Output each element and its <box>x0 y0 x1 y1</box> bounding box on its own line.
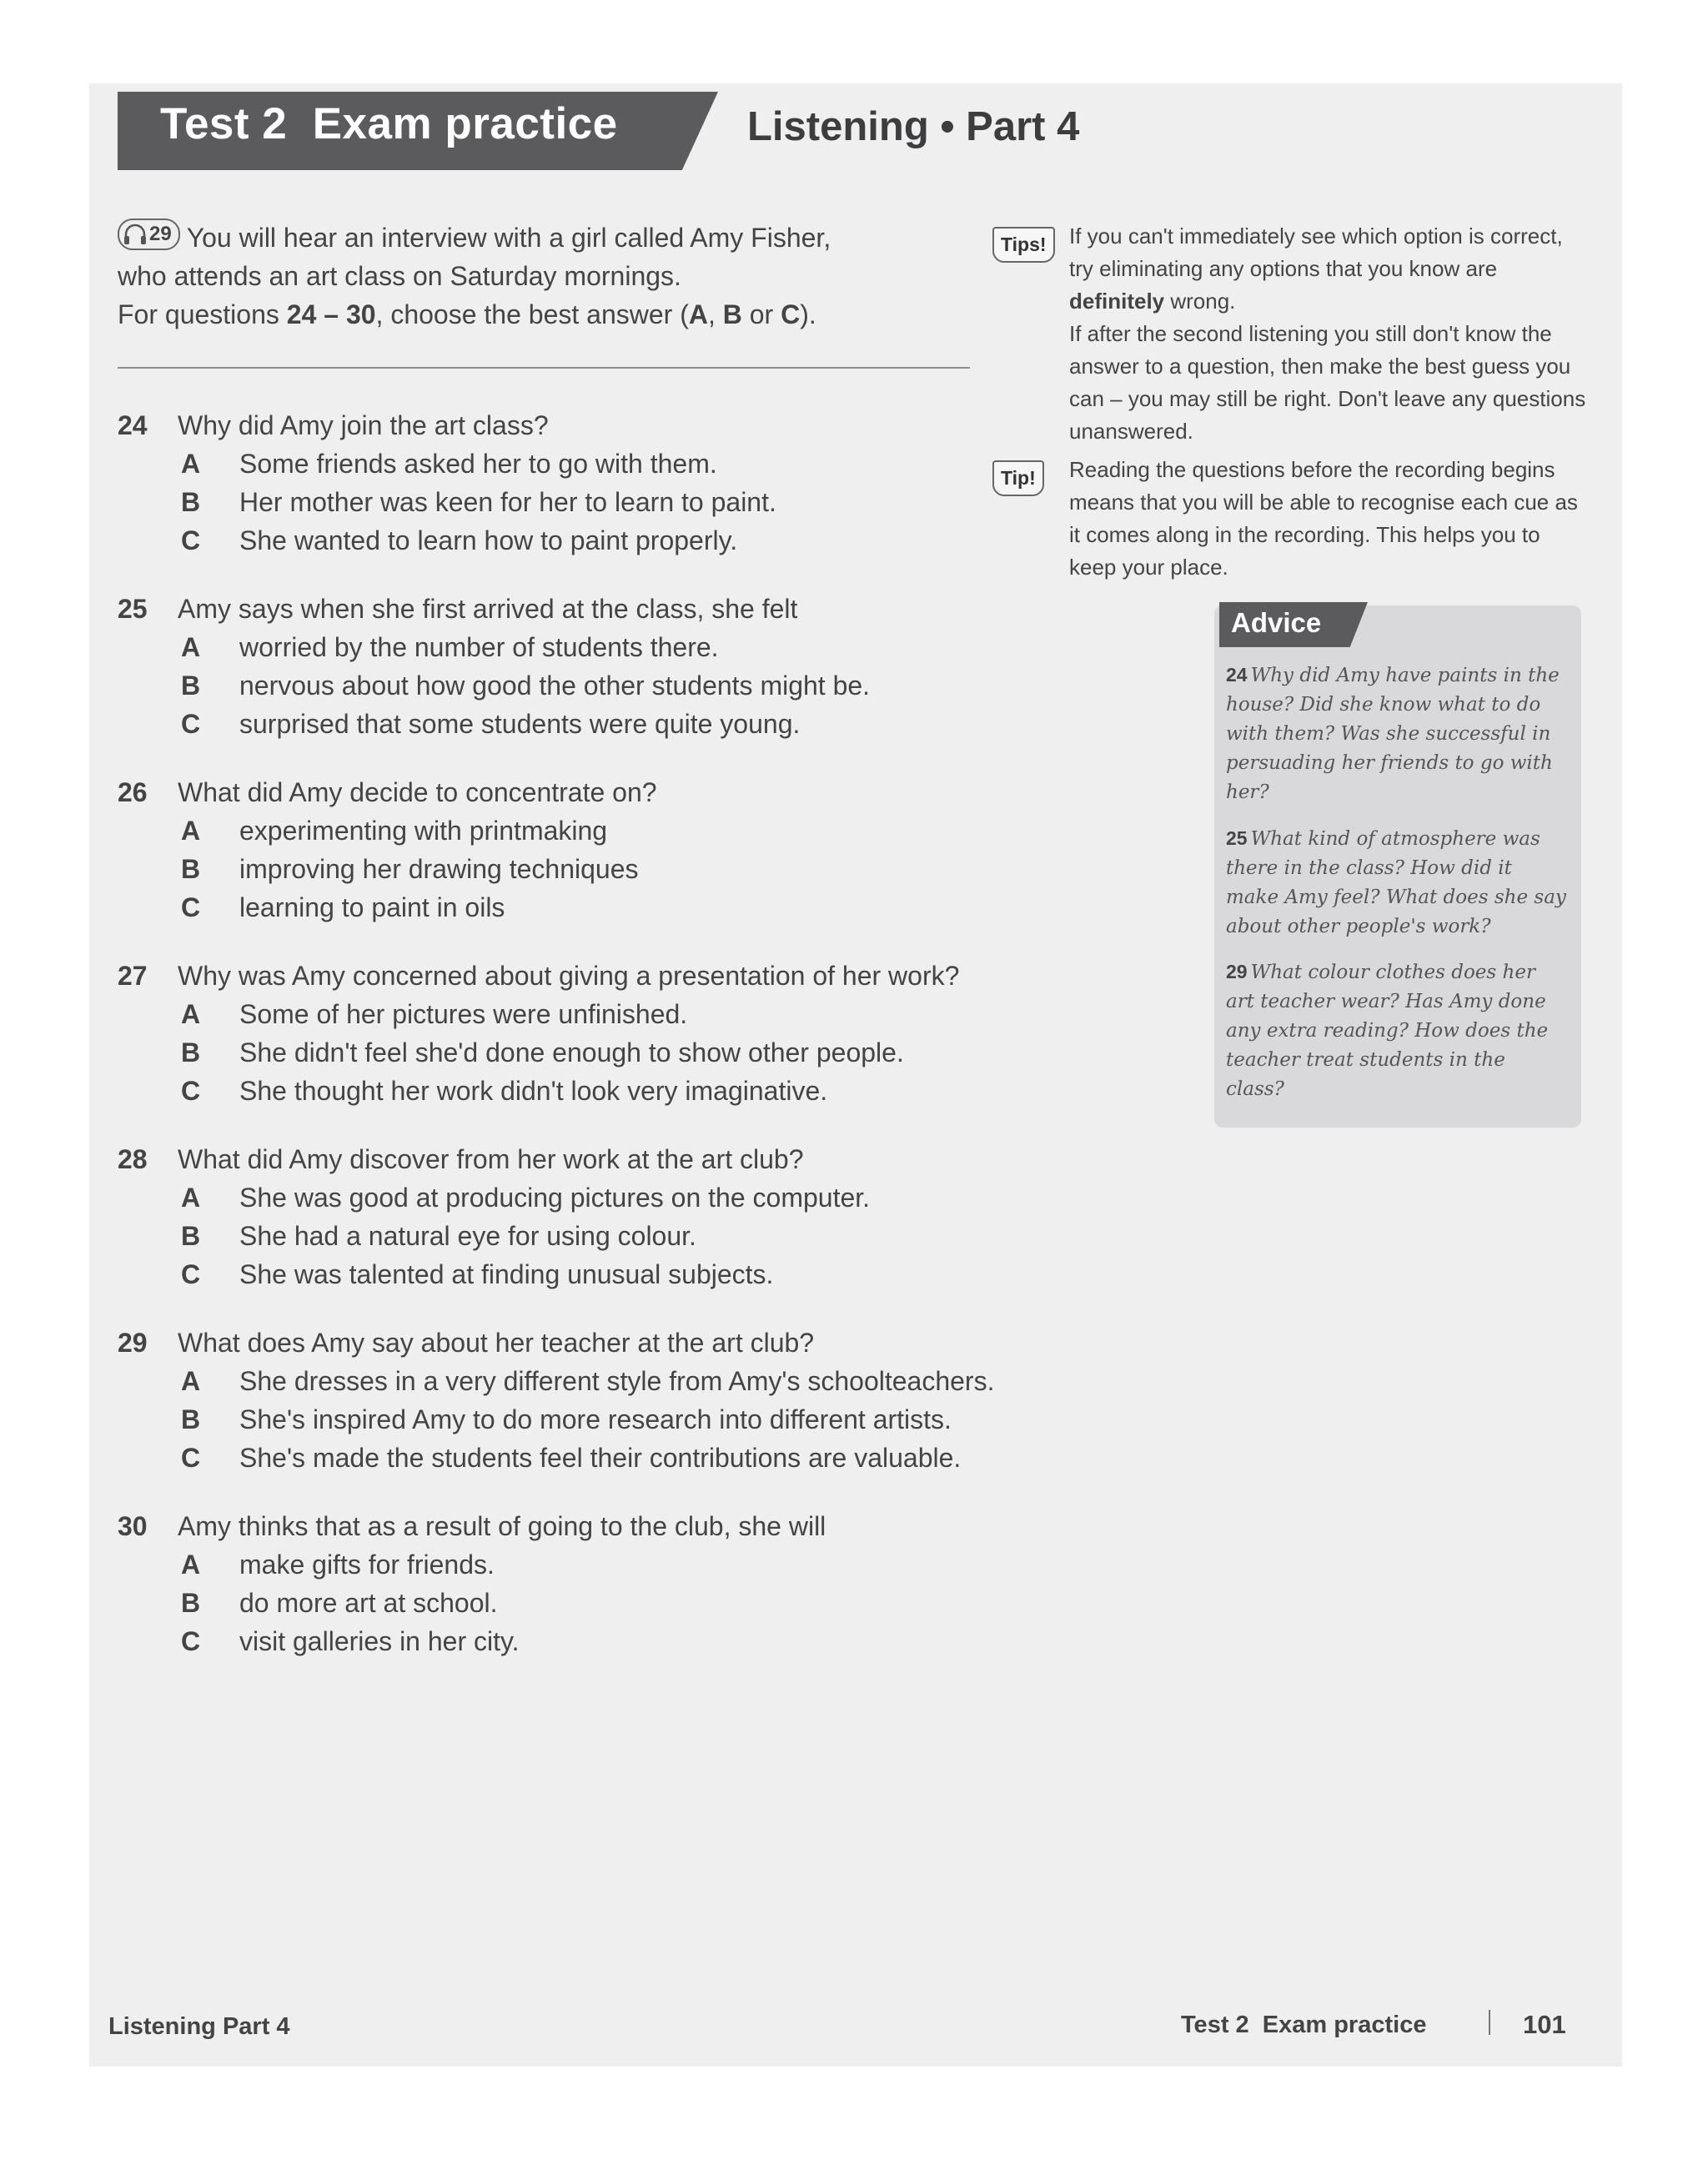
option-c: C She's made the students feel their contributions are valuable. <box>181 1443 962 1473</box>
question-number: 25 <box>118 594 148 624</box>
question-number: 27 <box>118 961 148 991</box>
advice-item-24: 24 Why did Amy have paints in the house? Did she know what to do with them? Was she successful in persuading her friends to go with her? <box>1226 664 1560 803</box>
advice-item-25: 25 What kind of atmosphere was there in the class? How did it make Amy feel? What does she say about other people's work? <box>1226 827 1566 937</box>
intro-line-2: who attends an art class on Saturday mornings. <box>118 261 681 291</box>
divider-line <box>118 367 970 369</box>
option-a: A make gifts for friends. <box>181 1550 495 1580</box>
headphones-icon <box>123 224 148 245</box>
question-stem: Amy thinks that as a result of going to the club, she will <box>178 1511 826 1541</box>
question-number: 28 <box>118 1144 148 1174</box>
option-b: B She's inspired Amy to do more research into different artists. <box>181 1404 952 1434</box>
option-b: B Her mother was keen for her to learn to paint. <box>181 487 776 517</box>
question-stem: What did Amy decide to concentrate on? <box>178 777 657 807</box>
question-stem: Why was Amy concerned about giving a presentation of her work? <box>178 961 960 991</box>
option-a: A Some friends asked her to go with them. <box>181 449 717 479</box>
option-a: A She was good at producing pictures on the computer. <box>181 1183 871 1213</box>
question-stem: Amy says when she first arrived at the class, she felt <box>178 594 798 624</box>
audio-track-badge <box>118 219 180 250</box>
footer-test-label: Test 2 Exam practice <box>1181 2012 1427 2038</box>
option-c: C She was talented at finding unusual subjects. <box>181 1259 774 1289</box>
question-number: 29 <box>118 1328 148 1358</box>
option-a: A experimenting with printmaking <box>181 816 608 846</box>
footer-section-label: Listening Part 4 <box>108 2013 290 2040</box>
option-c: C visit galleries in her city. <box>181 1626 520 1656</box>
tip-text: Reading the questions before the recording begins means that you will be able to recognise each cue as it comes along in the recording. This helps you to keep your place. <box>1069 457 1578 580</box>
audio-track-number: 29 <box>149 223 172 245</box>
instructions <box>118 219 985 334</box>
option-b: B do more art at school. <box>181 1588 498 1618</box>
question-stem: Why did Amy join the art class? <box>178 410 549 440</box>
option-c: C learning to paint in oils <box>181 892 505 922</box>
question-stem: What did Amy discover from her work at the art club? <box>178 1144 804 1174</box>
option-a: A She dresses in a very different style from Amy's schoolteachers. <box>181 1366 995 1396</box>
page-title: Test 2 Exam practice <box>160 99 618 148</box>
option-c: C She wanted to learn how to paint properly. <box>181 525 738 555</box>
option-b: B She had a natural eye for using colour. <box>181 1221 696 1251</box>
option-c: C surprised that some students were quite young. <box>181 709 801 739</box>
option-b: B nervous about how good the other students might be. <box>181 671 871 701</box>
question-stem: What does Amy say about her teacher at the art club? <box>178 1328 815 1358</box>
tips-text: If you can't immediately see which option is correct, try eliminating any options that you know are definitely wrong. If after the second listening you still don't know the answer to a question, then make the best guess you can – you may still be right. Don't leave any questions unanswered. <box>1069 224 1586 444</box>
intro-line-1: You will hear an interview with a girl called Amy Fisher, <box>186 223 831 253</box>
tip-label: Tip! <box>992 460 1044 496</box>
option-c: C She thought her work didn't look very imaginative. <box>181 1076 828 1106</box>
option-b: B improving her drawing techniques <box>181 854 639 884</box>
tips-label: Tips! <box>992 227 1055 263</box>
option-a: A worried by the number of students there. <box>181 632 719 662</box>
question-number: 30 <box>118 1511 148 1541</box>
advice-item-29: 29 What colour clothes does her art teacher wear? Has Amy done any extra reading? How does the teacher treat students in the class? <box>1226 961 1549 1100</box>
page-subtitle: Listening • Part 4 <box>747 104 1080 149</box>
question-number: 24 <box>118 410 148 440</box>
option-a: A Some of her pictures were unfinished. <box>181 999 688 1029</box>
question-number: 26 <box>118 777 148 807</box>
intro-line-3: For questions 24 – 30, choose the best answer (A, B or C). <box>118 299 816 329</box>
footer-separator <box>1489 2010 1490 2035</box>
page-number: 101 <box>1523 2010 1566 2039</box>
advice-title: Advice <box>1231 607 1322 638</box>
option-b: B She didn't feel she'd done enough to show other people. <box>181 1037 904 1067</box>
